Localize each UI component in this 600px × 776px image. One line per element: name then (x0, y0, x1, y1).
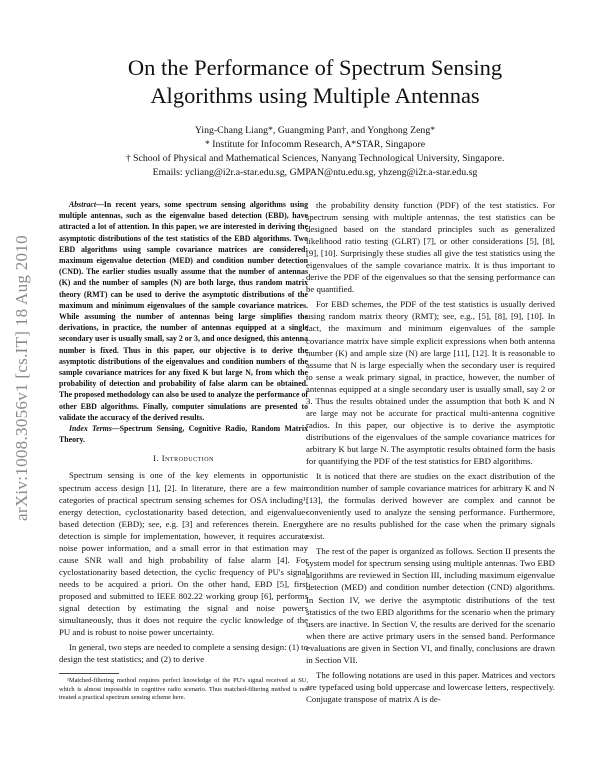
index-terms (59, 423, 308, 445)
abstract-paragraph (59, 199, 308, 423)
body-paragraph: The rest of the paper is organized as follows. Section II presents the system model for spectrum sensing using multiple antennas. Two EBD algorithms are reviewed in Section III, including maximum eigenvalue detection (MED) and condition number detection (CND) algorithms. In Section IV, we derive the asymptotic distributions of the test statistics of the two EBD algorithms for the scenario when the primary users are inactive. In Section V, the results are derived for the scenario when there are active primary users in the sensed band. Performance evaluations are given in Section VI, and finally, conclusions are drawn in Section VII. (306, 546, 555, 665)
arxiv-identifier: arXiv:1008.3056v1 [cs.IT] 18 Aug 2010 (12, 235, 31, 521)
affiliation: * Institute for Infocomm Research, A*STAR, Singapore (204, 139, 426, 150)
author-block (60, 124, 570, 180)
body-paragraph: For EBD schemes, the PDF of the test statistics is usually derived using random matrix theory (RMT); see, e.g., [5], [8], [9], [10]. In fact, the maximum and minimum eigenvalues of the sample covariance matrix have simple explicit expressions when both antenna number (K) and ample size (N) are large [11], [12]. It is reasonable to assume that N is large especially when the secondary user is required to sense a weak primary signal, in practice, however, the number of antennas equipped at a single secondary user is usually small, say 2 or 3. Thus the results obtained under the assumption that both K and N are large may not be accurate for practical multi-antenna cognitive radios. In this paper, our objective is to derive the asymptotic distributions of the eigenvalues of the sample covariance matrices for arbitrary K but large N. The asymptotic results obtained form the basis for quantifying the PDF of the test statistics for EBD algorithms. (306, 299, 555, 466)
author-emails: Emails: ycliang@i2r.a-star.edu.sg, GMPAN@ntu.edu.sg, yhzeng@i2r.a-star.edu.sg (152, 167, 478, 178)
index-terms-label: Index Terms (69, 424, 112, 434)
abstract (59, 199, 308, 445)
body-paragraph: In general, two steps are needed to complete a sensing design: (1) to design the test statistics; and (2) to derive (59, 642, 308, 665)
paper-title (60, 54, 570, 110)
abstract-text: —In recent years, some spectrum sensing algorithms using multiple antennas, such as the eigenvalue based detection (EBD), have attracted a lot of attention. In this paper, we are interested in deriving the asymptotic distributions of the test statistics of the EBD algorithms. Two EBD algorithms using sample covariance matrices are considered: maximum eigenvalue detection (MED) and condition number detection (CND). The earlier studies usually assume that the number of antennas (K) and the number of samples (N) are both large, thus random matrix theory (RMT) can be used to derive the asymptotic distributions of the maximum and minimum eigenvalues of the sample covariance matrices. While assuming the number of antennas being large simplifies the derivations, in practice, the number of antennas equipped at a single secondary user is usually small, say 2 or 3, and once designed, this antenna number is fixed. Thus in this paper, our objective is to derive the asymptotic distributions of the eigenvalues and condition numbers of the sample covariance matrices for any fixed K but large N, from which the probability of detection and probability of false alarm can be obtained. The proposed methodology can also be used to analyze the performance of other EBD algorithms. Finally, computer simulations are presented to validate the accuracy of the derived results. (59, 200, 309, 422)
footnote: ¹Matched-filtering method requires perfect knowledge of the PU's signal received at SU, which is almost impossible in cognitive radio scenario. Thus matched-filtering method is not treated a practical spectrum sensing scheme here. (59, 677, 308, 702)
body-paragraph: the probability density function (PDF) of the test statistics. For spectrum sensing with multiple antennas, the test statistics can be designed based on the standard principles such as generalized likelihood ratio testing (GLRT) [7], or other considerations [5], [8], [9], [10]. Surprisingly these studies all give the test statistics using the eigenvalues of the sample covariance matrix. It is thus important to derive the PDF of the eigenvalues so that the sensing performance can be quantified. (306, 200, 555, 295)
title-line: On the Performance of Spectrum Sensing (127, 55, 503, 80)
body-paragraph: Spectrum sensing is one of the key elements in opportunistic spectrum access design [1], [2]. In literature, there are a few main categories of practical spectrum sensing schemes for OSA including¹: energy detection, cyclostationarity based detection, and eigenvalue-based detection (EBD); see, e.g. [3] and references therein. Energy detection is simple for implementation, however, it requires accurate noise power information, and a small error in that estimation may cause SNR wall and high probability of false alarm [4]. For cyclostationarity based detection, the cyclic frequency of PU's signal needs to be acquired a priori. On the other hand, EBD [5], first proposed and submitted to IEEE 802.22 working group [6], performs signal detection by estimating the signal and noise powers simultaneously, thus it does not require the cyclic knowledge of the PU and is robust to noise power uncertainty. (59, 470, 308, 638)
left-column (59, 199, 308, 703)
left-body (59, 469, 308, 665)
section-heading: I. Introduction (153, 453, 214, 464)
index-terms-text: —Spectrum Sensing, Cognitive Radio, Random Matrix Theory. (59, 424, 308, 445)
body-paragraph: The following notations are used in this paper. Matrices and vectors are typefaced using bold uppercase and lowercase letters, respectively. Conjugate transpose of matrix A is de- (306, 669, 555, 704)
affiliation: † School of Physical and Mathematical Sciences, Nanyang Technological University, Singapore. (125, 153, 505, 164)
right-column (306, 199, 555, 705)
title-line: Algorithms using Multiple Antennas (150, 83, 480, 108)
body-paragraph: It is noticed that there are studies on the exact distribution of the condition number of sample covariance matrices for arbitrary K and N [13], the formulas derived however are complex and cannot be conveniently used to analyze the sensing performance. Furthermore, there are no results published for the case when the primary signals exist. (306, 471, 555, 542)
abstract-label: Abstract (69, 200, 97, 209)
author-names: Ying-Chang Liang*, Guangming Pan†, and Yonghong Zeng* (194, 125, 436, 136)
footnote-divider (59, 673, 119, 674)
